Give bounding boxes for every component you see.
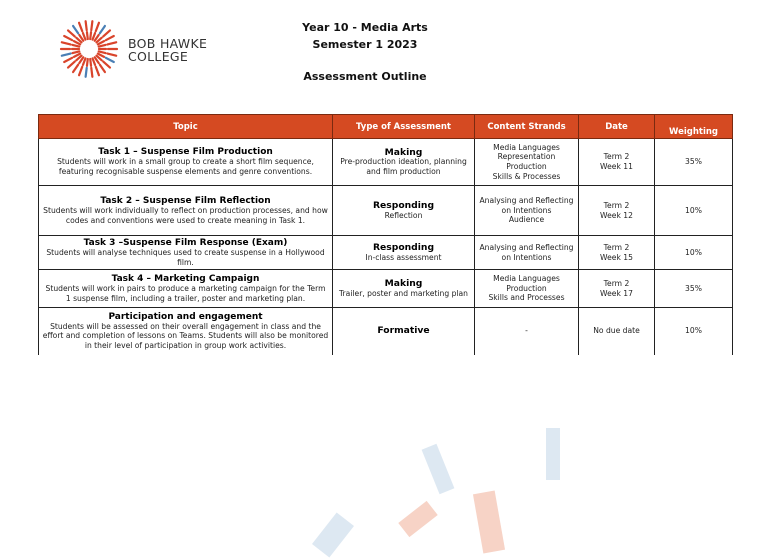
type-cell <box>333 270 475 308</box>
task-title: Task 2 – Suspense Film Reflection <box>100 195 271 206</box>
logo-ray <box>99 51 106 53</box>
date-cell <box>579 186 655 236</box>
logo-ray <box>103 30 110 36</box>
topic-cell <box>39 236 333 270</box>
logo-ray <box>99 45 106 47</box>
logo-ray <box>64 36 72 40</box>
assessment-type: Making <box>384 277 423 289</box>
logo-line-2: COLLEGE <box>128 49 189 64</box>
strands-cell <box>475 308 579 355</box>
weighting-cell: 35% <box>655 270 733 308</box>
logo-ray <box>91 21 92 30</box>
logo-ray <box>72 51 79 53</box>
strands-cell <box>475 236 579 270</box>
task-title: Participation and engagement <box>108 311 263 322</box>
date-week: Week 11 <box>600 162 633 171</box>
strand-item: Media Languages <box>493 142 560 152</box>
logo-ray <box>62 54 71 56</box>
type-cell <box>333 186 475 236</box>
logo-ray <box>83 58 85 65</box>
date-cell <box>579 236 655 270</box>
table-row <box>39 186 733 236</box>
watermark-stripe <box>312 512 354 557</box>
date-term: Term 2 <box>603 200 630 210</box>
type-cell <box>333 139 475 186</box>
table-row <box>39 308 733 355</box>
weighting-cell: 10% <box>655 236 733 270</box>
strand-item: Analysing and Reflecting on Intentions <box>479 196 574 215</box>
task-description: Students will be assessed on their overall engagement in class and the effort and completion of lessons on Teams. Students will also be monitored in their level of participation in group work activities. <box>42 321 329 351</box>
table-header-row <box>39 115 733 139</box>
sunburst-logo-icon <box>58 18 120 80</box>
weighting-cell: 10% <box>655 308 733 355</box>
logo-wordmark <box>128 37 207 63</box>
date-week: Week 12 <box>600 210 633 220</box>
strand-item: Media Languages <box>493 274 560 284</box>
task-description: Students will work individually to reflect on production processes, and how codes and conventions were used to create meaning in Task 1. <box>43 205 328 225</box>
logo-ray <box>86 68 87 77</box>
assessment-type: Making <box>384 146 423 158</box>
column-header-strands: Content Strands <box>475 115 579 139</box>
type-cell <box>333 236 475 270</box>
logo-ray <box>106 36 114 40</box>
column-header-weighting: Weighting <box>655 115 733 139</box>
document-title: Assessment Outline <box>303 70 427 83</box>
strand-item: Skills and Processes <box>488 293 565 303</box>
assessment-type-detail: Reflection <box>384 210 423 220</box>
task-title: Task 3 –Suspense Film Response (Exam) <box>83 237 288 248</box>
strands-cell <box>475 139 579 186</box>
logo-ray <box>106 58 114 62</box>
date-cell <box>579 270 655 308</box>
topic-cell <box>39 270 333 308</box>
strand-item: Analysing and Reflecting on Intentions <box>479 242 574 262</box>
logo-ray <box>93 58 95 65</box>
topic-cell <box>39 308 333 355</box>
logo-ray <box>87 59 88 66</box>
watermark-stripe <box>422 444 455 494</box>
logo-ray <box>62 42 71 44</box>
table-row <box>39 236 733 270</box>
logo-ray <box>96 23 99 31</box>
topic-cell <box>39 139 333 186</box>
assessment-type: Responding <box>372 241 435 253</box>
assessment-type-detail: Pre-production ideation, planning and film production <box>340 157 467 176</box>
course-title: Year 10 - Media Arts <box>302 21 428 34</box>
logo-ray <box>90 32 91 39</box>
logo-ray <box>90 59 91 66</box>
column-header-topic: Topic <box>39 115 333 139</box>
strand-item: - <box>525 326 528 336</box>
logo-ray <box>103 62 110 68</box>
college-logo <box>58 18 228 78</box>
date-cell <box>579 139 655 186</box>
task-description: Students will work in a small group to create a short film sequence, featuring recognisable suspense elements and genre conventions. <box>57 157 314 176</box>
date-term: No due date <box>593 326 640 336</box>
strand-item: Production <box>506 162 547 171</box>
strand-item: Production <box>506 283 547 293</box>
weighting-cell: 10% <box>655 186 733 236</box>
watermark-stripe <box>473 491 505 554</box>
strands-cell <box>475 270 579 308</box>
table-row <box>39 270 733 308</box>
logo-ray <box>83 33 85 40</box>
logo-ray <box>68 62 75 68</box>
logo-line-1: BOB HAWKE <box>128 36 208 51</box>
date-term: Term 2 <box>603 242 630 252</box>
logo-ray <box>107 54 116 56</box>
topic-cell <box>39 186 333 236</box>
logo-ray <box>86 21 87 30</box>
assessment-table <box>38 114 733 355</box>
task-description: Students will analyse techniques used to create suspense in a Hollywood film. <box>46 247 325 267</box>
logo-ray <box>93 33 95 40</box>
watermark-stripe <box>546 428 560 480</box>
date-term: Term 2 <box>603 278 630 288</box>
logo-ray <box>107 42 116 44</box>
logo-ray <box>73 26 78 33</box>
column-header-type: Type of Assessment <box>333 115 475 139</box>
weighting-cell: 35% <box>655 139 733 186</box>
column-header-date: Date <box>579 115 655 139</box>
date-week: Week 17 <box>600 288 633 298</box>
logo-ray <box>79 23 82 31</box>
logo-ray <box>100 26 105 33</box>
assessment-type-detail: Trailer, poster and marketing plan <box>339 288 468 298</box>
strand-item: Representation <box>497 152 556 162</box>
assessment-type-detail: In-class assessment <box>365 252 442 262</box>
logo-ray <box>87 32 88 39</box>
strand-item: Audience <box>508 215 545 225</box>
date-week: Week 15 <box>600 252 633 262</box>
logo-ray <box>96 67 99 75</box>
task-title: Task 4 – Marketing Campaign <box>111 273 260 284</box>
assessment-type: Responding <box>372 199 435 211</box>
table-row <box>39 139 733 186</box>
logo-ray <box>64 58 72 62</box>
date-cell <box>579 308 655 355</box>
strand-item: Skills & Processes <box>492 171 561 181</box>
date-term: Term 2 <box>603 152 630 162</box>
task-description: Students will work in pairs to produce a marketing campaign for the Term 1 suspense film, including a trailer, poster and marketing plan. <box>45 283 326 303</box>
task-title: Task 1 – Suspense Film Production <box>98 147 273 158</box>
assessment-type: Formative <box>377 325 430 337</box>
logo-ray <box>100 65 105 72</box>
logo-ray <box>91 68 92 77</box>
type-cell <box>333 308 475 355</box>
semester-title: Semester 1 2023 <box>312 38 418 51</box>
logo-ray <box>72 45 79 47</box>
logo-ray <box>73 65 78 72</box>
watermark-stripe <box>398 501 437 537</box>
logo-ray <box>79 67 82 75</box>
strands-cell <box>475 186 579 236</box>
logo-ray <box>68 30 75 36</box>
